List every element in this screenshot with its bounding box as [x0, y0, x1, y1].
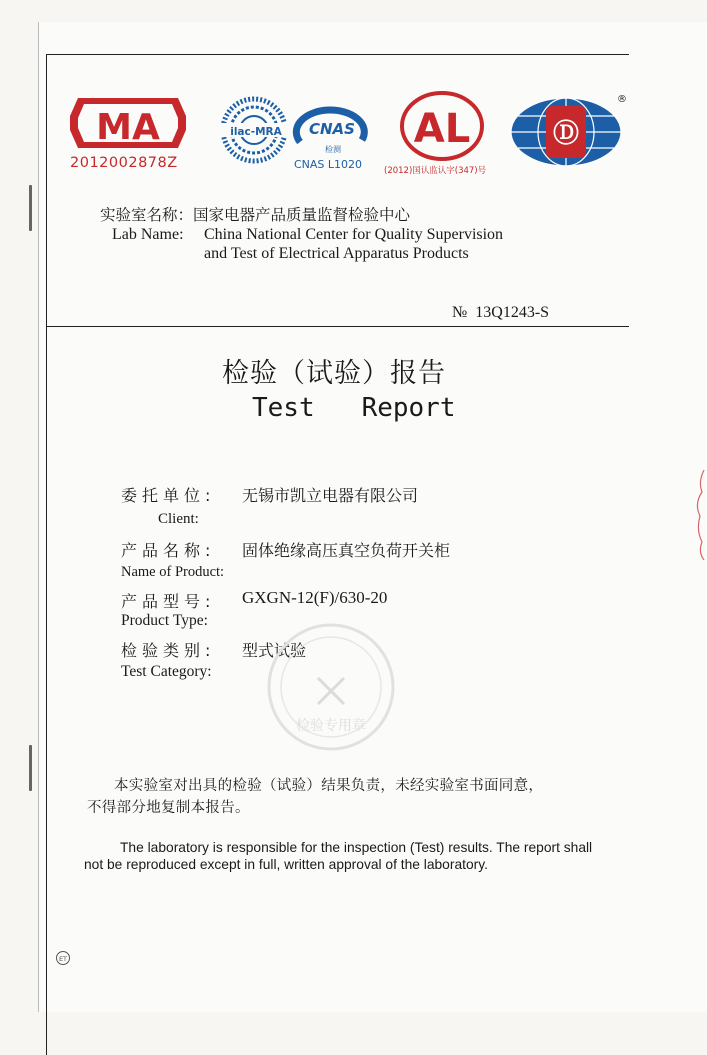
et-circle-icon — [55, 950, 71, 966]
test-category-label-en: Test Category: — [121, 663, 212, 680]
cal-caption: (2012)国认监认字(347)号 — [384, 166, 487, 176]
lab-name-cn — [100, 203, 410, 225]
embossed-seal-icon — [262, 618, 400, 756]
cma-logo-text: MA — [96, 107, 160, 148]
cal-logo — [384, 90, 510, 180]
client-label-en: Client: — [158, 511, 199, 527]
cma-emblem-icon — [68, 92, 188, 154]
report-number-prefix: № — [452, 304, 468, 321]
client-value: 无锡市凯立电器有限公司 — [242, 486, 419, 505]
cal-logo-text: AL — [413, 106, 471, 152]
report-title-en: Test Report — [252, 393, 456, 423]
product-name-value: 固体绝缘高压真空负荷开关柜 — [242, 541, 451, 560]
ilac-logo-text: ilac-MRA — [230, 126, 282, 138]
report-number — [452, 304, 549, 322]
disclaimer-en-line2: not be reproduced except in full, written approval of the laboratory. — [84, 857, 488, 872]
cma-reg-number: 2012002878Z — [70, 155, 178, 171]
client-label-cn: 委托单位: — [121, 486, 216, 505]
seal-text: 检验专用章 — [296, 718, 366, 734]
lab-name-en-line1: China National Center for Quality Supervision — [204, 226, 504, 243]
test-category-label-cn: 检验类别: — [121, 641, 216, 660]
lab-name-cn-label: 实验室名称： — [100, 206, 194, 224]
lab-name-en-label: Lab Name: — [112, 226, 184, 243]
globe-emblem-icon — [508, 92, 628, 172]
disclaimer-en-line1: The laboratory is responsible for the inspection (Test) results. The report shall — [120, 840, 593, 855]
ilac-mra-logo — [216, 96, 296, 166]
cqc-logo — [508, 92, 628, 172]
lab-name-cn-value: 国家电器产品质量监督检验中心 — [193, 206, 411, 224]
test-category-value: 型式试验 — [242, 641, 307, 660]
disclaimer-cn-line2: 不得部分地复制本报告。 — [87, 800, 250, 816]
cnas-emblem-icon — [292, 100, 374, 156]
registered-mark: ® — [617, 94, 627, 105]
disclaimer-cn-line1: 本实验室对出具的检验（试验）结果负责，未经实验室书面同意， — [114, 778, 544, 794]
product-name-label-cn: 产品名称: — [121, 541, 216, 560]
cnas-logo-text: CNAS — [309, 120, 355, 138]
product-type-label-cn: 产品型号: — [121, 592, 216, 611]
cma-logo — [68, 92, 188, 178]
binder-mark-icon — [29, 185, 32, 231]
report-number-value: 13Q1243-S — [475, 304, 550, 321]
product-type-label-en: Product Type: — [121, 612, 208, 629]
svg-text:Ⓓ: Ⓓ — [552, 119, 580, 149]
product-name-label-en: Name of Product: — [121, 564, 225, 580]
product-type-value: GXGN-12(F)/630-20 — [242, 588, 388, 607]
lab-name-en-line2: and Test of Electrical Apparatus Products — [204, 245, 469, 262]
cal-emblem-icon — [390, 90, 510, 164]
cnas-sub-label: 检测 — [325, 145, 341, 154]
cnas-code: CNAS L1020 — [294, 158, 363, 171]
torn-edge-mark — [690, 470, 707, 560]
ilac-globe-icon — [216, 96, 296, 166]
binder-mark-icon — [29, 745, 32, 791]
report-title-cn: 检验（试验）报告 — [222, 358, 446, 389]
svg-text:ET: ET — [58, 955, 68, 963]
header-divider — [46, 326, 629, 327]
cnas-logo — [292, 100, 374, 180]
